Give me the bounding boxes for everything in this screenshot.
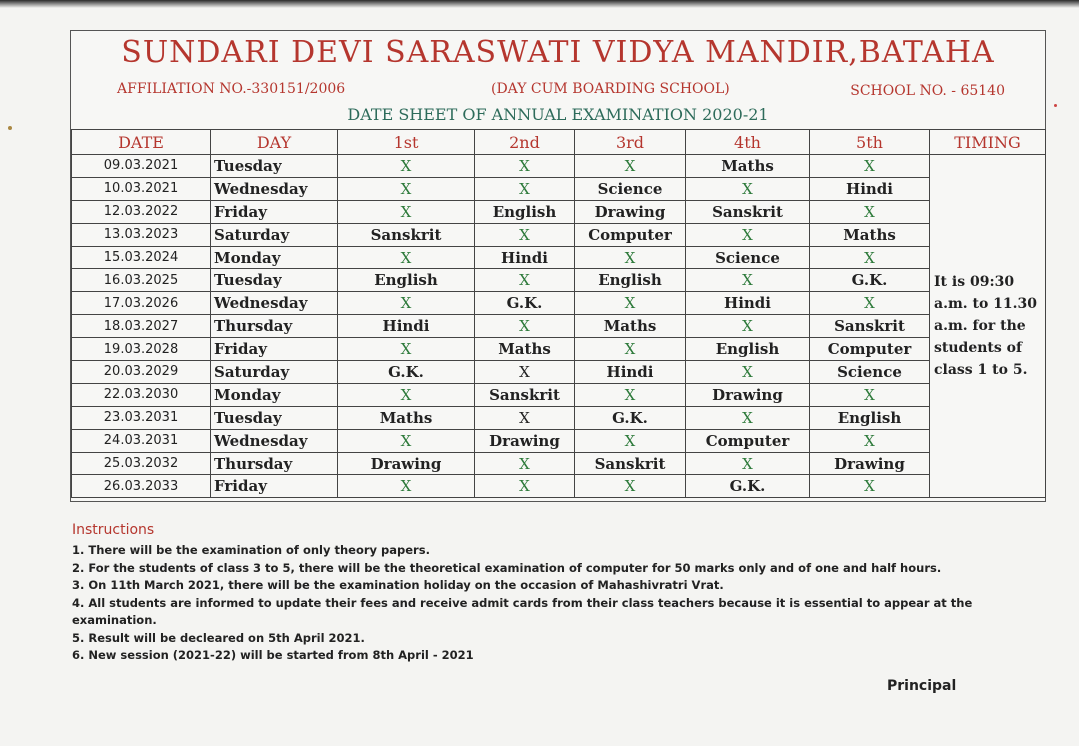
class-1-subject: X [338,177,475,200]
class-1-subject: G.K. [338,361,475,384]
timing-note: It is 09:30 a.m. to 11.30 a.m. for the students of class 1 to 5. [930,155,1046,498]
class-1-subject: X [338,475,475,498]
class-2-subject: X [475,361,575,384]
class-1-subject: X [338,383,475,406]
header-timing: TIMING [930,130,1046,155]
header-date: DATE [72,130,211,155]
class-4-subject: Maths [686,155,810,178]
class-3-subject: X [575,292,686,315]
class-3-subject: G.K. [575,406,686,429]
class-2-subject: X [475,452,575,475]
exam-date: 12.03.2022 [72,200,211,223]
class-3-subject: X [575,383,686,406]
class-1-subject: Hindi [338,315,475,338]
exam-day: Wednesday [211,177,338,200]
class-1-subject: Drawing [338,452,475,475]
class-4-subject: X [686,406,810,429]
header-class-4: 4th [686,130,810,155]
exam-day: Tuesday [211,269,338,292]
class-4-subject: X [686,315,810,338]
class-1-subject: X [338,155,475,178]
instructions [72,522,1032,665]
instructions-title: Instructions [72,522,155,538]
scan-edge-shadow [0,0,1079,8]
exam-day: Monday [211,383,338,406]
class-5-subject: X [810,429,930,452]
instruction-item: 2. For the students of class 3 to 5, there will be the theoretical examination of computer for 50 marks only and of one and half hours. [72,560,942,575]
exam-date: 13.03.2023 [72,223,211,246]
exam-day: Tuesday [211,155,338,178]
exam-day: Friday [211,338,338,361]
school-name: SUNDARI DEVI SARASWATI VIDYA MANDIR,BATAHA [121,35,995,70]
class-3-subject: Sanskrit [575,452,686,475]
exam-date: 16.03.2025 [72,269,211,292]
class-4-subject: Science [686,246,810,269]
class-3-subject: Drawing [575,200,686,223]
class-5-subject: G.K. [810,269,930,292]
class-5-subject: X [810,383,930,406]
table-row [72,269,1046,292]
table-row [72,223,1046,246]
class-2-subject: X [475,177,575,200]
principal-signature-label: Principal [887,678,957,694]
speck [8,126,12,130]
class-3-subject: X [575,338,686,361]
class-3-subject: English [575,269,686,292]
exam-date: 25.03.2032 [72,452,211,475]
class-3-subject: X [575,475,686,498]
exam-date: 26.03.2033 [72,475,211,498]
class-2-subject: G.K. [475,292,575,315]
exam-date: 22.03.2030 [72,383,211,406]
class-2-subject: English [475,200,575,223]
class-5-subject: X [810,475,930,498]
exam-day: Tuesday [211,406,338,429]
class-5-subject: X [810,155,930,178]
class-5-subject: English [810,406,930,429]
class-1-subject: X [338,338,475,361]
class-4-subject: G.K. [686,475,810,498]
header-class-1: 1st [338,130,475,155]
table-row [72,338,1046,361]
exam-schedule-table [71,129,1046,498]
exam-day: Thursday [211,315,338,338]
table-row [72,406,1046,429]
table-row [72,315,1046,338]
header [71,31,1045,129]
table-row [72,177,1046,200]
class-5-subject: Sanskrit [810,315,930,338]
class-3-subject: Maths [575,315,686,338]
date-sheet-title: DATE SHEET OF ANNUAL EXAMINATION 2020-21 [347,105,769,124]
class-5-subject: X [810,200,930,223]
header-row [72,130,1046,155]
class-5-subject: X [810,292,930,315]
class-2-subject: X [475,269,575,292]
table-row [72,246,1046,269]
school-number: SCHOOL NO. - 65140 [850,83,1005,99]
class-5-subject: Maths [810,223,930,246]
class-2-subject: Sanskrit [475,383,575,406]
class-3-subject: Computer [575,223,686,246]
class-1-subject: X [338,200,475,223]
class-1-subject: Sanskrit [338,223,475,246]
exam-date: 10.03.2021 [72,177,211,200]
exam-day: Monday [211,246,338,269]
affiliation-number: AFFILIATION NO.-330151/2006 [117,81,346,97]
instruction-item: 4. All students are informed to update their fees and receive admit cards from their class teachers because it is essential to appear at the examination. [72,595,973,627]
class-3-subject: X [575,155,686,178]
exam-day: Wednesday [211,429,338,452]
exam-date: 15.03.2024 [72,246,211,269]
class-4-subject: X [686,223,810,246]
class-3-subject: X [575,429,686,452]
class-1-subject: X [338,292,475,315]
instruction-item: 6. New session (2021-22) will be started from 8th April - 2021 [72,648,474,662]
class-5-subject: X [810,246,930,269]
class-4-subject: X [686,269,810,292]
class-2-subject: Hindi [475,246,575,269]
speck [1054,104,1057,107]
table-row [72,475,1046,498]
class-2-subject: X [475,406,575,429]
exam-day: Friday [211,475,338,498]
exam-date: 20.03.2029 [72,361,211,384]
exam-date: 17.03.2026 [72,292,211,315]
table-row [72,200,1046,223]
instruction-item: 1. There will be the examination of only theory papers. [72,543,430,557]
exam-day: Saturday [211,223,338,246]
table-row [72,452,1046,475]
table-row [72,292,1046,315]
exam-date: 18.03.2027 [72,315,211,338]
header-class-2: 2nd [475,130,575,155]
exam-date: 09.03.2021 [72,155,211,178]
class-2-subject: X [475,315,575,338]
class-2-subject: X [475,475,575,498]
date-sheet [70,30,1046,502]
exam-date: 23.03.2031 [72,406,211,429]
class-5-subject: Hindi [810,177,930,200]
class-4-subject: Computer [686,429,810,452]
table-row [72,429,1046,452]
class-4-subject: Sanskrit [686,200,810,223]
class-5-subject: Drawing [810,452,930,475]
exam-day: Saturday [211,361,338,384]
class-4-subject: Hindi [686,292,810,315]
school-type: (DAY CUM BOARDING SCHOOL) [491,81,730,97]
class-1-subject: Maths [338,406,475,429]
class-2-subject: Maths [475,338,575,361]
class-3-subject: Science [575,177,686,200]
class-4-subject: Drawing [686,383,810,406]
class-4-subject: English [686,338,810,361]
header-class-3: 3rd [575,130,686,155]
exam-day: Wednesday [211,292,338,315]
header-day: DAY [211,130,338,155]
instruction-item: 3. On 11th March 2021, there will be the examination holiday on the occasion of Mahashivratri Vrat. [72,578,724,592]
class-4-subject: X [686,361,810,384]
class-2-subject: X [475,155,575,178]
class-5-subject: Science [810,361,930,384]
class-2-subject: X [475,223,575,246]
exam-date: 19.03.2028 [72,338,211,361]
exam-day: Friday [211,200,338,223]
class-1-subject: X [338,246,475,269]
table-row [72,361,1046,384]
table-row [72,383,1046,406]
class-2-subject: Drawing [475,429,575,452]
class-3-subject: Hindi [575,361,686,384]
class-3-subject: X [575,246,686,269]
exam-date: 24.03.2031 [72,429,211,452]
class-4-subject: X [686,177,810,200]
header-class-5: 5th [810,130,930,155]
class-5-subject: Computer [810,338,930,361]
instruction-item: 5. Result will be decleared on 5th April 2021. [72,630,365,645]
class-1-subject: English [338,269,475,292]
exam-day: Thursday [211,452,338,475]
table-row [72,155,1046,178]
class-1-subject: X [338,429,475,452]
class-4-subject: X [686,452,810,475]
